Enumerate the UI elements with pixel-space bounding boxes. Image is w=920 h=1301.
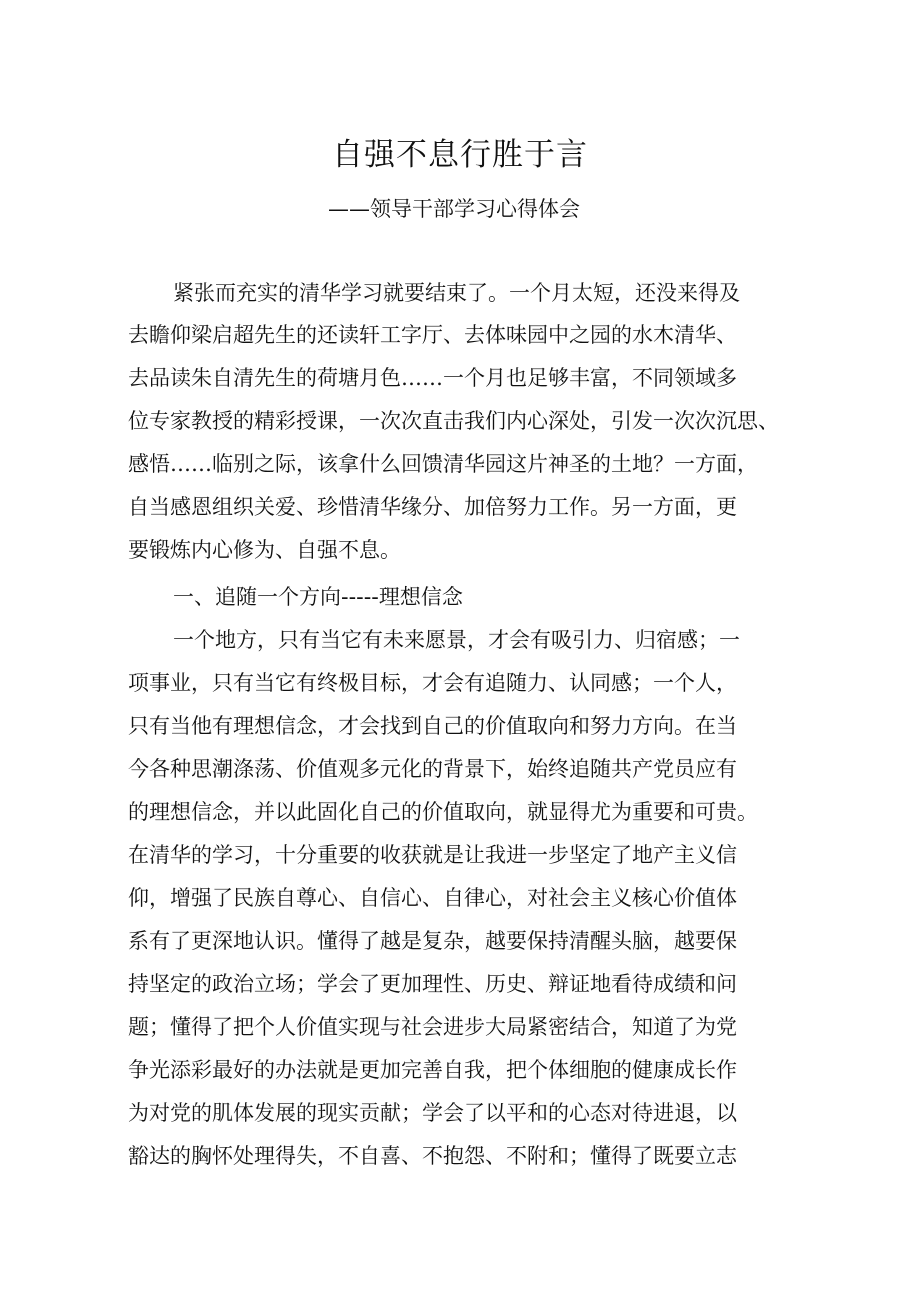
document-title: 自强不息行胜于言 (332, 137, 588, 173)
intro-line: 感悟……临别之际，该拿什么回馈清华园这片神圣的土地？一方面， (128, 452, 758, 476)
section-line: 只有当他有理想信念，才会找到自己的价值取向和努力方向。在当 (128, 714, 737, 738)
section-line: 的理想信念，并以此固化自己的价值取向，就显得尤为重要和可贵。 (128, 800, 758, 824)
intro-line: 去瞻仰梁启超先生的还读轩工字厅、去体味园中之园的水木清华、 (128, 323, 737, 347)
intro-line: 自当感恩组织关爱、珍惜清华缘分、加倍努力工作。另一方面，更 (128, 495, 737, 519)
section-line: 系有了更深地认识。懂得了越是复杂，越要保持清醒头脑，越要保 (128, 929, 737, 953)
document-subtitle: ——领导干部学习心得体会 (328, 197, 580, 221)
section-line: 一个地方，只有当它有未来愿景，才会有吸引力、归宿感；一 (173, 628, 740, 652)
section-line: 豁达的胸怀处理得失，不自喜、不抱怨、不附和；懂得了既要立志 (128, 1144, 737, 1168)
section-line: 题；懂得了把个人价值实现与社会进步大局紧密结合，知道了为党 (128, 1015, 737, 1039)
section-line: 为对党的肌体发展的现实贡献；学会了以平和的心态对待进退，以 (128, 1101, 737, 1125)
intro-line: 紧张而充实的清华学习就要结束了。一个月太短，还没来得及 (173, 281, 740, 305)
section-line: 今各种思潮涤荡、价值观多元化的背景下，始终追随共产党员应有 (128, 757, 737, 781)
section-line: 持坚定的政治立场；学会了更加理性、历史、辩证地看待成绩和问 (128, 972, 737, 996)
intro-line: 位专家教授的精彩授课，一次次直击我们内心深处，引发一次次沉思、 (128, 409, 779, 433)
section-line: 仰，增强了民族自尊心、自信心、自律心，对社会主义核心价值体 (128, 886, 737, 910)
section-heading: 一、追随一个方向-----理想信念 (173, 585, 463, 609)
section-line: 争光添彩最好的办法就是更加完善自我，把个体细胞的健康成长作 (128, 1058, 737, 1082)
section-line: 在清华的学习，十分重要的收获就是让我进一步坚定了地产主义信 (128, 843, 737, 867)
intro-line: 去品读朱自清先生的荷塘月色……一个月也足够丰富，不同领域多 (128, 366, 737, 390)
intro-line: 要锻炼内心修为、自强不息。 (128, 538, 401, 562)
section-line: 项事业，只有当它有终极目标，才会有追随力、认同感；一个人， (128, 671, 737, 695)
